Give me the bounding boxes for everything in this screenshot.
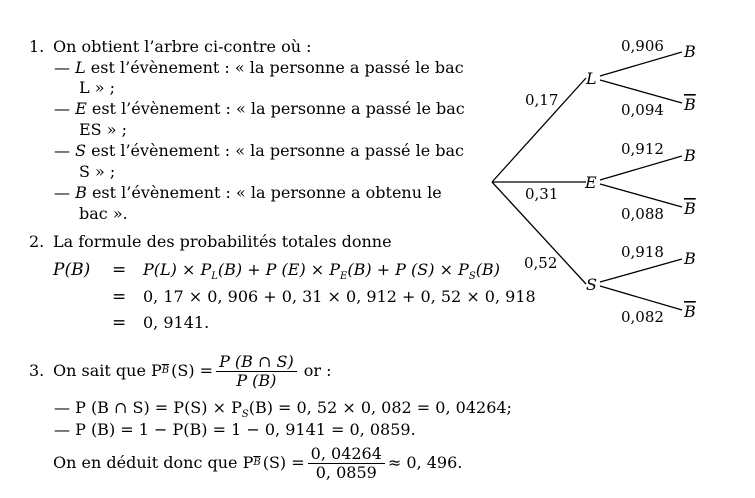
event-symbol: S [75,141,87,160]
prob-L-B: 0,906 [621,37,664,55]
node-E: E [585,173,597,192]
formula-line-1: $P(L) \times P_L(B) + P$ $(E) \times P_E(B) + P$ $(S) \times P_S(B)$ [143,260,500,283]
formula-eq-2: = [112,287,127,307]
leaf-L-B: B [684,42,696,61]
formula-line-2: 0, 17 × 0, 906 + 0, 31 × 0, 912 + 0, 52 × 0, 918 [143,287,536,306]
event-E-line1: — E est l’évènement : « la personne a passé le bac [54,99,465,118]
branch-S-B [600,259,682,282]
item1-intro: On obtient l’arbre ci-contre où : [53,37,312,56]
formula-lhs: P(B) [53,260,91,280]
item2-intro: La formule des probabilités totales donne [53,232,392,251]
branch-E-B [600,156,682,180]
item3-conclusion: On en déduit donc que P $\overline{B}$ (S) = $\frac{0, 04264}{0, 0859}$ ≈ 0, 496. [53,443,463,482]
event-L-line2: L » ; [79,78,115,97]
leaf-E-B: B [684,146,696,165]
event-symbol: E [75,99,87,118]
branch-E-Bbar [600,184,682,207]
leaf-E-Bbar: B [684,199,696,218]
fraction-conditional: $\frac{P (B \cap S)}{P (B)}$ [216,353,297,390]
prob-E-B: 0,912 [621,140,664,158]
event-B-line1: — B est l’évènement : « la personne a obtenu le [54,183,442,202]
prob-L: 0,17 [525,91,559,109]
item3-bullet-1: — P (B ∩ $S) = P(S) \times P_S(B) = 0$, 52 × 0, 082 = 0, 04264; [54,398,512,421]
event-L-line1: — L est l’évènement : « la personne a passé le bac [54,58,464,77]
item3-number: 3. [29,361,45,380]
prob-S: 0,52 [524,254,558,272]
bbar-subscript: $\overline{B}$ [161,365,170,376]
leaf-S-Bbar: B [684,302,696,321]
leaf-S-B: B [684,249,696,268]
prob-S-Bbar: 0,082 [621,308,664,326]
branch-L-B [600,52,682,76]
branch-L-Bbar [600,80,682,103]
node-S: S [586,275,597,294]
leaf-L-Bbar: B [684,95,696,114]
event-S-line2: S » ; [79,162,116,181]
event-symbol: B [75,183,87,202]
event-E-line2: ES » ; [79,120,127,139]
branch-S-Bbar [600,286,682,310]
formula-line-3: 0, 9141. [143,313,210,332]
prob-L-Bbar: 0,094 [621,101,664,119]
item3-intro: On sait que P $\overline{B}$ (S) = $\frac{P (B \cap S)}{P (B)}$ or : [53,351,332,390]
item3-bullet-2: — P (B) = 1 − P(B) = 1 − 0, 9141 = 0, 0859. [54,420,416,439]
prob-S-B: 0,918 [621,243,664,261]
fraction-result: $\frac{0, 04264}{0, 0859}$ [308,445,385,482]
formula-eq-1: = [112,260,127,280]
prob-E: 0,31 [525,185,559,203]
event-S-line1: — S est l’évènement : « la personne a passé le bac [54,141,465,160]
node-L: L [586,69,597,88]
event-symbol: L [75,58,86,77]
item1-number: 1. [29,37,45,56]
item2-number: 2. [29,232,45,251]
event-B-line2: bac ». [79,204,128,223]
prob-E-Bbar: 0,088 [621,205,664,223]
formula-eq-3: = [112,313,127,333]
